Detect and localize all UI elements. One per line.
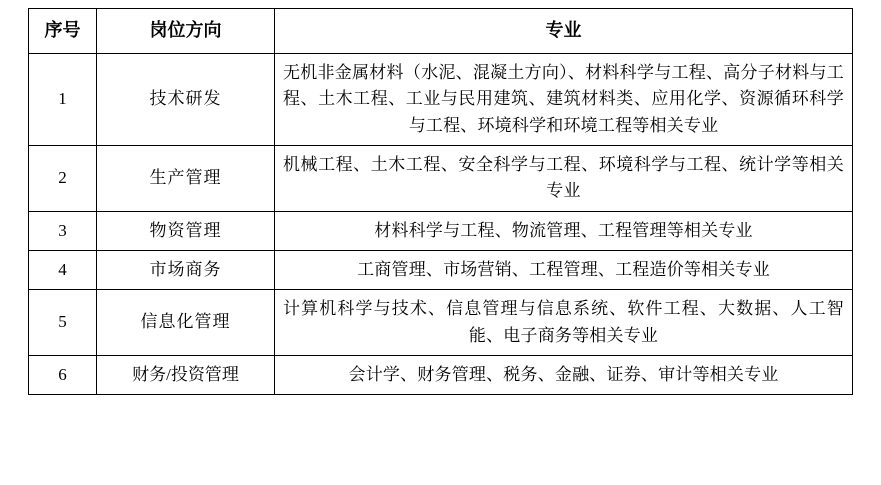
cell-major: 会计学、财务管理、税务、金融、证券、审计等相关专业: [275, 355, 853, 394]
cell-major: 工商管理、市场营销、工程管理、工程造价等相关专业: [275, 250, 853, 289]
cell-direction: 市场商务: [97, 250, 275, 289]
column-header-major: 专业: [275, 9, 853, 54]
cell-no: 2: [29, 145, 97, 211]
table-header-row: [29, 9, 853, 54]
cell-direction: 信息化管理: [97, 290, 275, 356]
job-positions-table: [28, 8, 853, 395]
cell-major: 无机非金属材料（水泥、混凝土方向）、材料科学与工程、高分子材料与工程、土木工程、工业与民用建筑、建筑材料类、应用化学、资源循环科学与工程、环境科学和环境工程等相关专业: [275, 53, 853, 145]
cell-direction: 生产管理: [97, 145, 275, 211]
cell-no: 4: [29, 250, 97, 289]
document-page: [0, 8, 881, 485]
cell-no: 1: [29, 53, 97, 145]
cell-direction: 技术研发: [97, 53, 275, 145]
cell-no: 3: [29, 211, 97, 250]
table-header: [29, 9, 853, 54]
column-header-direction: 岗位方向: [97, 9, 275, 54]
table-row: [29, 290, 853, 356]
column-header-no: 序号: [29, 9, 97, 54]
table-row: [29, 250, 853, 289]
table-row: [29, 53, 853, 145]
cell-major: 机械工程、土木工程、安全科学与工程、环境科学与工程、统计学等相关专业: [275, 145, 853, 211]
cell-direction: 财务/投资管理: [97, 355, 275, 394]
table-row: [29, 145, 853, 211]
table-row: [29, 355, 853, 394]
cell-no: 6: [29, 355, 97, 394]
cell-direction: 物资管理: [97, 211, 275, 250]
cell-no: 5: [29, 290, 97, 356]
cell-major: 计算机科学与技术、信息管理与信息系统、软件工程、大数据、人工智能、电子商务等相关专业: [275, 290, 853, 356]
table-row: [29, 211, 853, 250]
table-body: [29, 53, 853, 394]
cell-major: 材料科学与工程、物流管理、工程管理等相关专业: [275, 211, 853, 250]
